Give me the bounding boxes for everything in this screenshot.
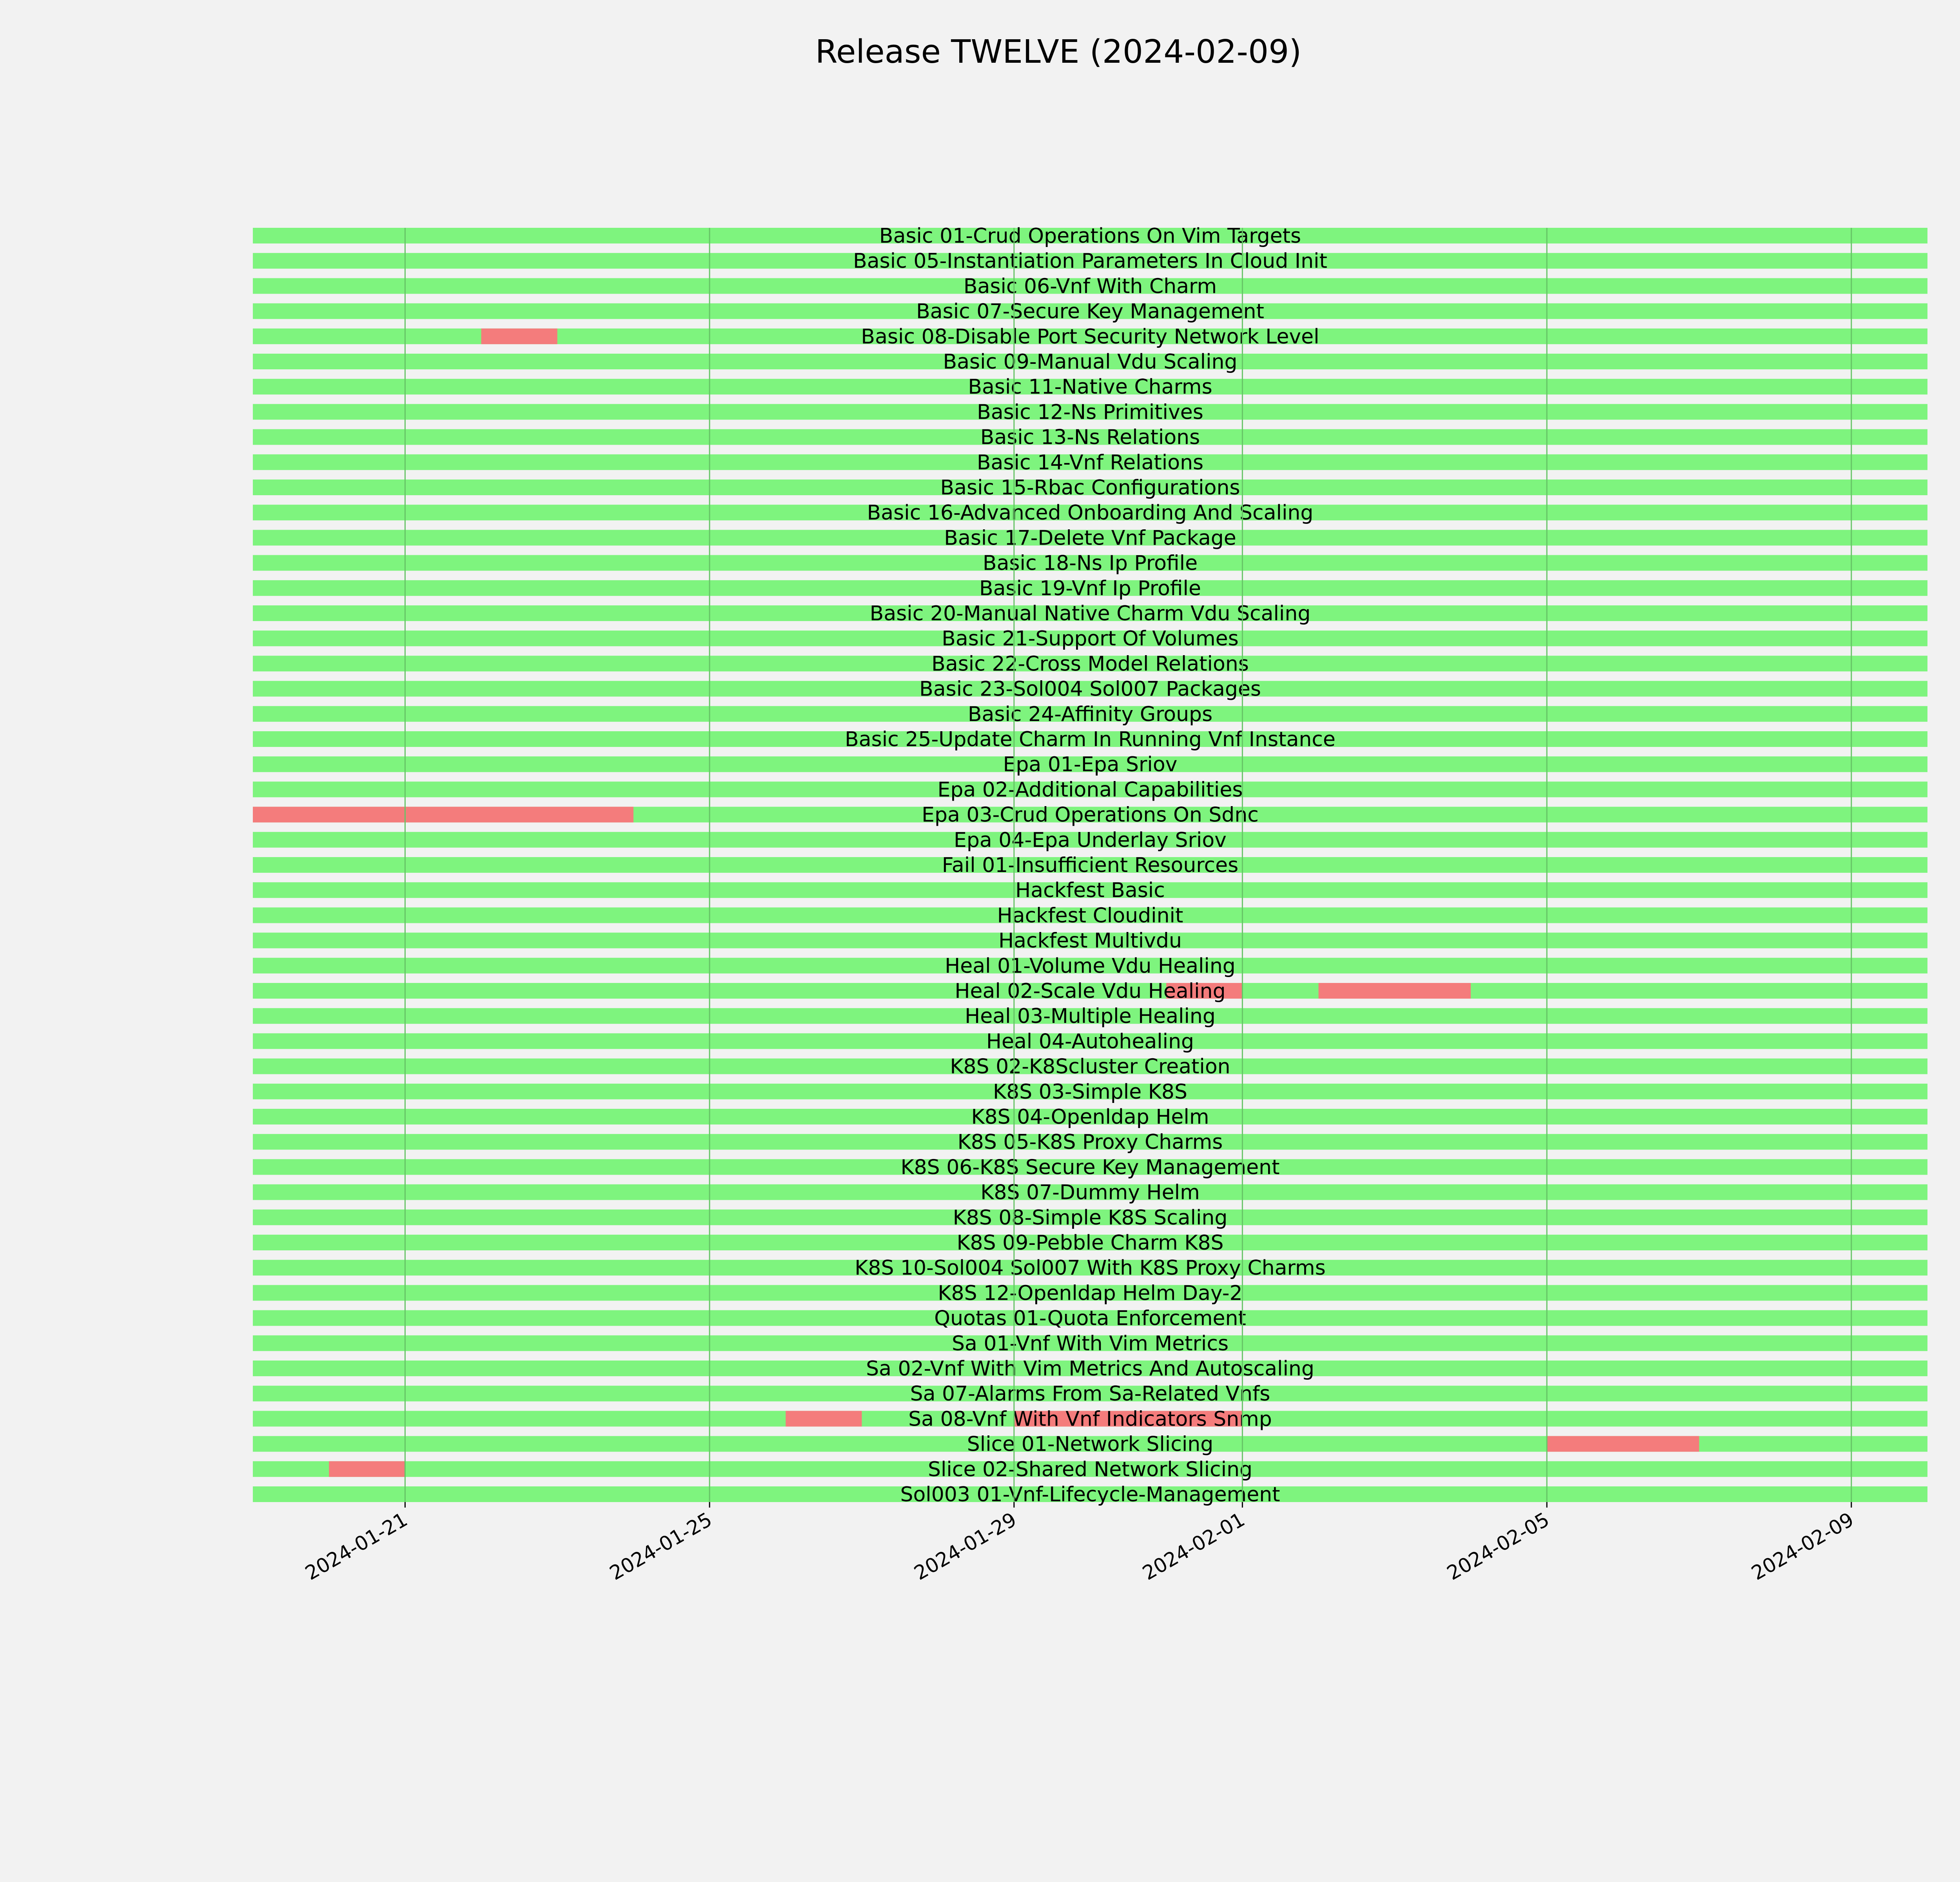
row-label: Hackfest Multivdu — [998, 929, 1182, 953]
gantt-row — [253, 476, 1927, 500]
row-label: Basic 15-Rbac Configurations — [940, 476, 1240, 500]
gantt-row — [253, 1080, 1927, 1104]
gantt-row — [253, 350, 1927, 374]
row-label: Basic 24-Affinity Groups — [967, 702, 1213, 726]
row-label: K8S 02-K8Scluster Creation — [950, 1055, 1230, 1079]
gantt-row — [253, 249, 1927, 273]
row-label: Slice 01-Network Slicing — [967, 1432, 1214, 1456]
row-label: K8S 06-K8S Secure Key Management — [900, 1155, 1280, 1179]
row-label: Epa 04-Epa Underlay Sriov — [954, 828, 1227, 852]
row-label: Heal 03-Multiple Healing — [965, 1005, 1216, 1028]
x-tick-label: 2024-02-05 — [1443, 1508, 1553, 1585]
gantt-row — [253, 652, 1927, 676]
gantt-row — [253, 703, 1927, 726]
gantt-row — [253, 577, 1927, 600]
gantt-row — [253, 224, 1927, 248]
row-label: Sa 08-Vnf With Vnf Indicators Snmp — [908, 1407, 1272, 1431]
fail-bar — [1319, 983, 1471, 999]
row-label: Fail 01-Insufficient Resources — [942, 854, 1239, 877]
row-label: Basic 08-Disable Port Security Network Level — [861, 325, 1319, 349]
gantt-row — [253, 627, 1927, 650]
gantt-row — [253, 426, 1927, 449]
gantt-row — [253, 904, 1927, 927]
gantt-row — [253, 828, 1927, 852]
gantt-row — [253, 526, 1927, 550]
fail-bar — [253, 807, 633, 823]
gantt-row — [253, 1206, 1927, 1230]
gantt-row — [253, 979, 1927, 1003]
gantt-row — [253, 879, 1927, 902]
row-label: Basic 20-Manual Native Charm Vdu Scaling — [869, 602, 1311, 625]
gantt-row — [253, 1382, 1927, 1406]
x-tick-label: 2024-02-09 — [1748, 1508, 1858, 1585]
gantt-row — [253, 1181, 1927, 1204]
row-label: K8S 10-Sol004 Sol007 With K8S Proxy Charms — [855, 1256, 1326, 1280]
row-label: Slice 02-Shared Network Slicing — [927, 1457, 1253, 1481]
row-label: Basic 25-Update Charm In Running Vnf Instance — [845, 728, 1336, 751]
row-label: Sa 07-Alarms From Sa-Related Vnfs — [910, 1382, 1270, 1406]
fail-bar — [329, 1461, 405, 1477]
gantt-row — [253, 1357, 1927, 1381]
gantt-row — [253, 400, 1927, 424]
row-label: Basic 16-Advanced Onboarding And Scaling — [867, 501, 1314, 525]
fail-bar — [786, 1411, 862, 1426]
gantt-row — [253, 1483, 1927, 1506]
row-label: Basic 12-Ns Primitives — [977, 400, 1203, 424]
row-label: Sa 02-Vnf With Vim Metrics And Autoscaling — [866, 1357, 1314, 1381]
gantt-row — [253, 753, 1927, 776]
chart-title: Release TWELVE (2024-02-09) — [815, 33, 1302, 71]
gantt-row — [253, 1407, 1927, 1431]
fail-bar — [481, 329, 557, 344]
row-label: Basic 14-Vnf Relations — [976, 451, 1204, 474]
row-label: Basic 05-Instantiation Parameters In Cloud Init — [853, 249, 1327, 273]
row-label: K8S 04-Openldap Helm — [971, 1105, 1209, 1129]
row-label: K8S 05-K8S Proxy Charms — [957, 1130, 1223, 1154]
row-label: K8S 03-Simple K8S — [993, 1080, 1187, 1104]
gantt-row — [253, 300, 1927, 323]
gantt-row — [253, 1458, 1927, 1481]
row-label: Basic 23-Sol004 Sol007 Packages — [919, 677, 1261, 701]
gantt-row — [253, 501, 1927, 525]
gantt-row — [253, 274, 1927, 298]
gantt-row — [253, 552, 1927, 575]
gantt-row — [253, 778, 1927, 801]
row-label: Basic 22-Cross Model Relations — [931, 652, 1249, 676]
gantt-row — [253, 325, 1927, 349]
gantt-row — [253, 1005, 1927, 1028]
gantt-row — [253, 1281, 1927, 1305]
gantt-row — [253, 375, 1927, 399]
row-label: Basic 06-Vnf With Charm — [963, 274, 1217, 298]
gantt-row — [253, 1105, 1927, 1129]
row-label: Basic 09-Manual Vdu Scaling — [943, 350, 1238, 374]
x-tick-label: 2024-01-29 — [910, 1508, 1020, 1585]
x-axis-ticks — [301, 1502, 1858, 1585]
x-tick-label: 2024-01-25 — [606, 1508, 716, 1585]
x-tick-label: 2024-01-21 — [301, 1508, 412, 1585]
chart-rows — [253, 224, 1927, 1506]
gantt-row — [253, 1256, 1927, 1280]
row-label: Heal 04-Autohealing — [986, 1030, 1194, 1054]
row-label: Basic 18-Ns Ip Profile — [982, 551, 1198, 575]
gantt-row — [253, 1030, 1927, 1053]
gantt-row — [253, 954, 1927, 978]
row-label: K8S 08-Simple K8S Scaling — [953, 1206, 1228, 1230]
gantt-row — [253, 728, 1927, 751]
row-label: Basic 07-Secure Key Management — [916, 300, 1264, 323]
row-label: Heal 01-Volume Vdu Healing — [945, 954, 1236, 978]
row-label: Epa 01-Epa Sriov — [1003, 753, 1178, 777]
fail-bar — [1547, 1436, 1699, 1452]
gantt-row — [253, 1307, 1927, 1330]
gantt-row — [253, 1332, 1927, 1355]
gantt-row — [253, 929, 1927, 953]
gantt-row — [253, 678, 1927, 701]
row-label: Quotas 01-Quota Enforcement — [934, 1306, 1246, 1330]
gantt-row — [253, 1130, 1927, 1154]
row-label: Basic 13-Ns Relations — [980, 425, 1200, 449]
gantt-row — [253, 1433, 1927, 1456]
gantt-row — [253, 1155, 1927, 1179]
row-label: Basic 01-Crud Operations On Vim Targets — [879, 224, 1301, 248]
x-tick-label: 2024-02-01 — [1138, 1508, 1249, 1585]
row-label: K8S 07-Dummy Helm — [980, 1181, 1200, 1204]
row-label: Epa 02-Additional Capabilities — [937, 778, 1243, 802]
gantt-row — [253, 803, 1927, 827]
row-label: K8S 12-Openldap Helm Day-2 — [938, 1281, 1243, 1305]
row-label: Basic 19-Vnf Ip Profile — [979, 576, 1201, 600]
row-label: Sol003 01-Vnf-Lifecycle-Management — [900, 1483, 1280, 1506]
row-label: Epa 03-Crud Operations On Sdnc — [922, 803, 1259, 827]
row-label: K8S 09-Pebble Charm K8S — [956, 1231, 1224, 1255]
row-label: Heal 02-Scale Vdu Healing — [955, 979, 1226, 1003]
gantt-row — [253, 451, 1927, 474]
row-label: Hackfest Basic — [1015, 879, 1165, 903]
gantt-row — [253, 602, 1927, 625]
gantt-row — [253, 1231, 1927, 1255]
row-label: Basic 17-Delete Vnf Package — [944, 526, 1236, 550]
row-label: Hackfest Cloudinit — [997, 904, 1183, 928]
row-label: Basic 11-Native Charms — [968, 375, 1212, 399]
gantt-row — [253, 1055, 1927, 1079]
row-label: Basic 21-Support Of Volumes — [942, 627, 1239, 651]
row-label: Sa 01-Vnf With Vim Metrics — [951, 1332, 1229, 1355]
gantt-row — [253, 854, 1927, 877]
